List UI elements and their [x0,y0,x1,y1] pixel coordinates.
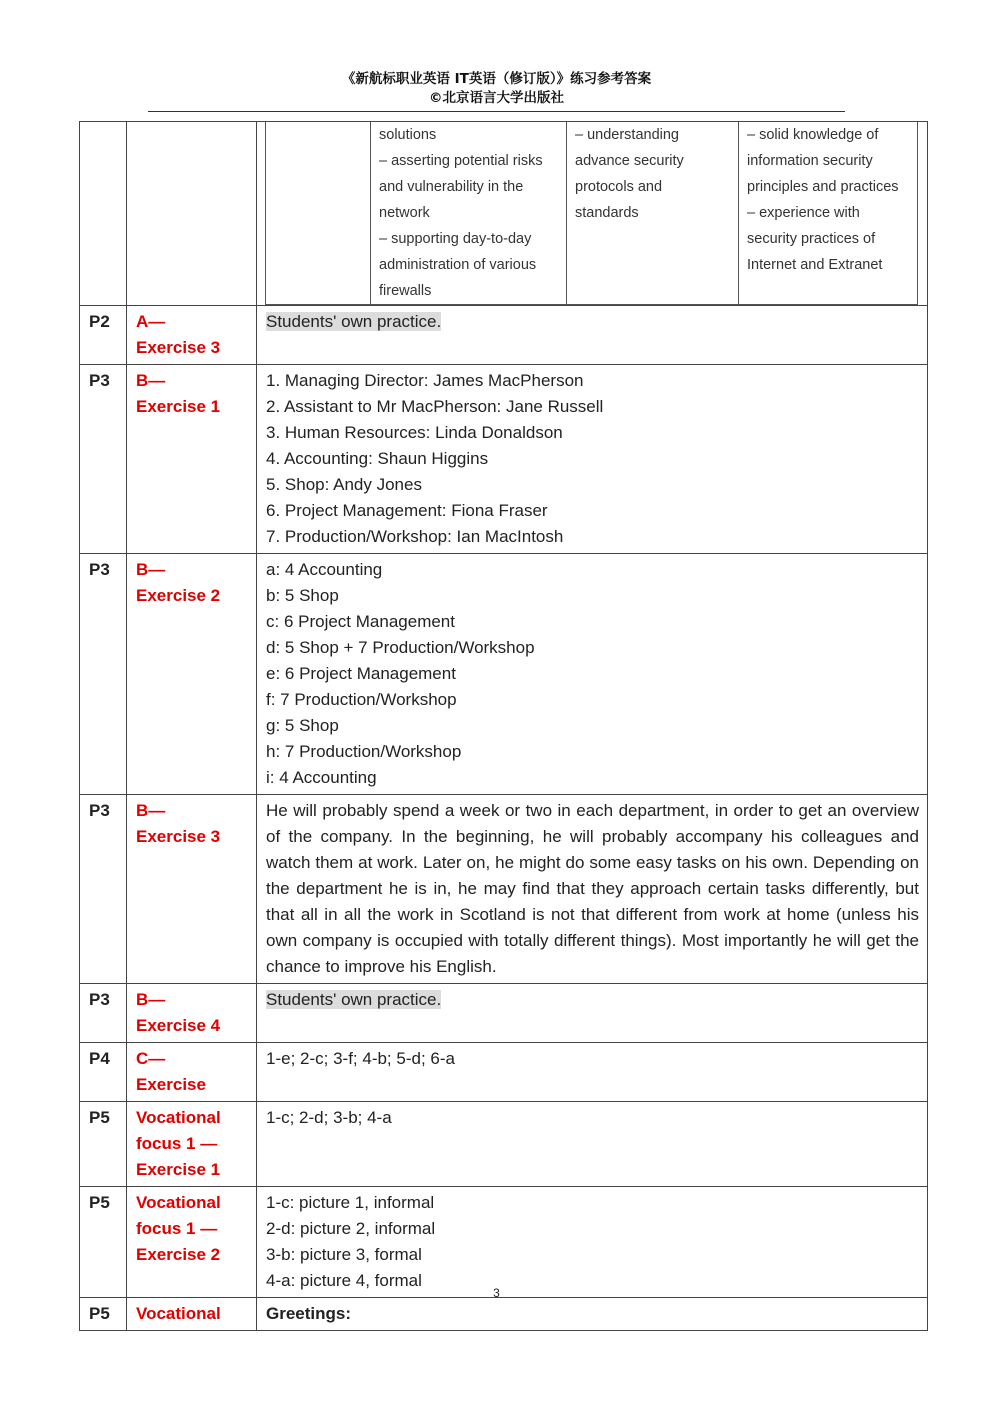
text-line: principles and practices [747,179,899,195]
table-row [80,1043,928,1102]
answer-cell [257,984,928,1043]
section-line: Vocational [136,1304,221,1323]
page-number: 3 [493,1286,500,1300]
document-header [148,70,845,108]
answer-table [79,121,928,1331]
answer-line: i: 4 Accounting [266,768,377,787]
section-line: B— [136,560,166,579]
table-row-continuation [80,122,928,306]
publisher-line: ©北京语言大学出版社 [429,90,564,106]
answer-line: b: 5 Shop [266,586,339,605]
answer-cell [257,365,928,554]
section-cell [127,984,257,1043]
page-cell: P3 [80,554,127,795]
answer-line: 1-c: picture 1, informal [266,1193,435,1212]
answer-line: 1-c; 2-d; 3-b; 4-a [266,1108,392,1127]
header-divider [148,111,845,112]
page-cell: P3 [80,795,127,984]
section-line: focus 1 — [136,1219,218,1238]
section-line: B— [136,371,166,390]
section-cell [127,554,257,795]
answer-cell [257,795,928,984]
table-row [80,365,928,554]
page-cell: P4 [80,1043,127,1102]
section-line: B— [136,990,166,1009]
section-cell [127,306,257,365]
text-line: – understanding [575,127,679,143]
answer-line: Students' own practice. [266,312,442,331]
answer-cell [257,554,928,795]
section-line: B— [136,801,166,820]
page-cell: P3 [80,365,127,554]
section-cell [127,1298,257,1331]
inner-cell-duties [371,122,567,305]
table-row [80,306,928,365]
answer-cell [257,122,928,306]
answer-line: f: 7 Production/Workshop [266,690,457,709]
job-requirements-table [265,122,918,305]
page-cell: P5 [80,1187,127,1298]
section-line: Exercise 4 [136,1016,221,1035]
answer-cell [257,1043,928,1102]
answer-line: 5. Shop: Andy Jones [266,475,422,494]
text-line: administration of various [379,257,537,273]
text-line: information security [747,153,873,169]
section-cell [127,122,257,306]
document-title: 《新航标职业英语 IT英语（修订版）》练习参考答案 [341,71,652,87]
table-row [80,1298,928,1331]
answer-line: 3. Human Resources: Linda Donaldson [266,423,563,442]
answer-cell [257,1298,928,1331]
page-cell: P5 [80,1102,127,1187]
table-row [80,1102,928,1187]
text-line: security practices of [747,231,876,247]
text-line: – solid knowledge of [747,127,879,143]
text-line: – supporting day-to-day [379,231,532,247]
text-line: protocols and [575,179,663,195]
section-line: A— [136,312,166,331]
section-line: Exercise 3 [136,827,221,846]
text-line: – experience with [747,205,860,221]
table-row [80,984,928,1043]
section-line: Exercise 2 [136,1245,221,1264]
table-row [80,795,928,984]
section-cell [127,1102,257,1187]
section-line: C— [136,1049,166,1068]
answer-line: 7. Production/Workshop: Ian MacIntosh [266,527,564,546]
section-cell [127,365,257,554]
section-line: Vocational [136,1193,221,1212]
answer-line: c: 6 Project Management [266,612,455,631]
text-line: – asserting potential risks [379,153,543,169]
section-line: Exercise 3 [136,338,221,357]
answer-line: e: 6 Project Management [266,664,456,683]
answer-cell [257,306,928,365]
table-row [80,554,928,795]
section-cell [127,795,257,984]
text-line: standards [575,205,639,221]
text-line: firewalls [379,283,432,299]
page-cell: P5 [80,1298,127,1331]
section-cell [127,1187,257,1298]
answer-line: Greetings: [266,1304,352,1323]
answer-cell [257,1102,928,1187]
answer-line: 4-a: picture 4, formal [266,1271,422,1290]
text-line: and vulnerability in the [379,179,524,195]
answer-cell [257,1187,928,1298]
section-cell [127,1043,257,1102]
text-line: network [379,205,430,221]
answer-line: Students' own practice. [266,990,442,1009]
answer-line: d: 5 Shop + 7 Production/Workshop [266,638,535,657]
page-cell: P2 [80,306,127,365]
table-row [80,1187,928,1298]
answer-line: a: 4 Accounting [266,560,383,579]
page-cell [80,122,127,306]
answer-line: h: 7 Production/Workshop [266,742,462,761]
section-line: Exercise 1 [136,397,221,416]
answer-line: 2-d: picture 2, informal [266,1219,436,1238]
section-line: Exercise 1 [136,1160,221,1179]
answer-line: 2. Assistant to Mr MacPherson: Jane Russell [266,397,604,416]
answer-line: 1-e; 2-c; 3-f; 4-b; 5-d; 6-a [266,1049,455,1068]
inner-cell-experience [739,122,918,305]
answer-line: 6. Project Management: Fiona Fraser [266,501,548,520]
text-line: Internet and Extranet [747,257,883,273]
answer-line: 1. Managing Director: James MacPherson [266,371,584,390]
page-cell: P3 [80,984,127,1043]
text-line: advance security [575,153,684,169]
inner-cell-skills [567,122,739,305]
section-line: Exercise 2 [136,586,221,605]
answer-line: 4. Accounting: Shaun Higgins [266,449,489,468]
answer-line: g: 5 Shop [266,716,339,735]
answer-line: 3-b: picture 3, formal [266,1245,422,1264]
answer-paragraph: He will probably spend a week or two in each department, in order to get an overview of the company. In the beginning, he will probably accompany his colleagues and watch them at work. Later on, he might do some easy tasks on his own. Depending on the department he is in, he may find that they approach certain tasks differently, but that all in all the work in Scotland is not that different from work at home (unless his own company is occupied with totally different things). Most importantly he will get the chance to improve his English. [266,801,919,976]
section-line: Vocational [136,1108,221,1127]
section-line: Exercise [136,1075,206,1094]
inner-cell-empty [266,122,371,305]
text-line: solutions [379,127,437,143]
section-line: focus 1 — [136,1134,218,1153]
